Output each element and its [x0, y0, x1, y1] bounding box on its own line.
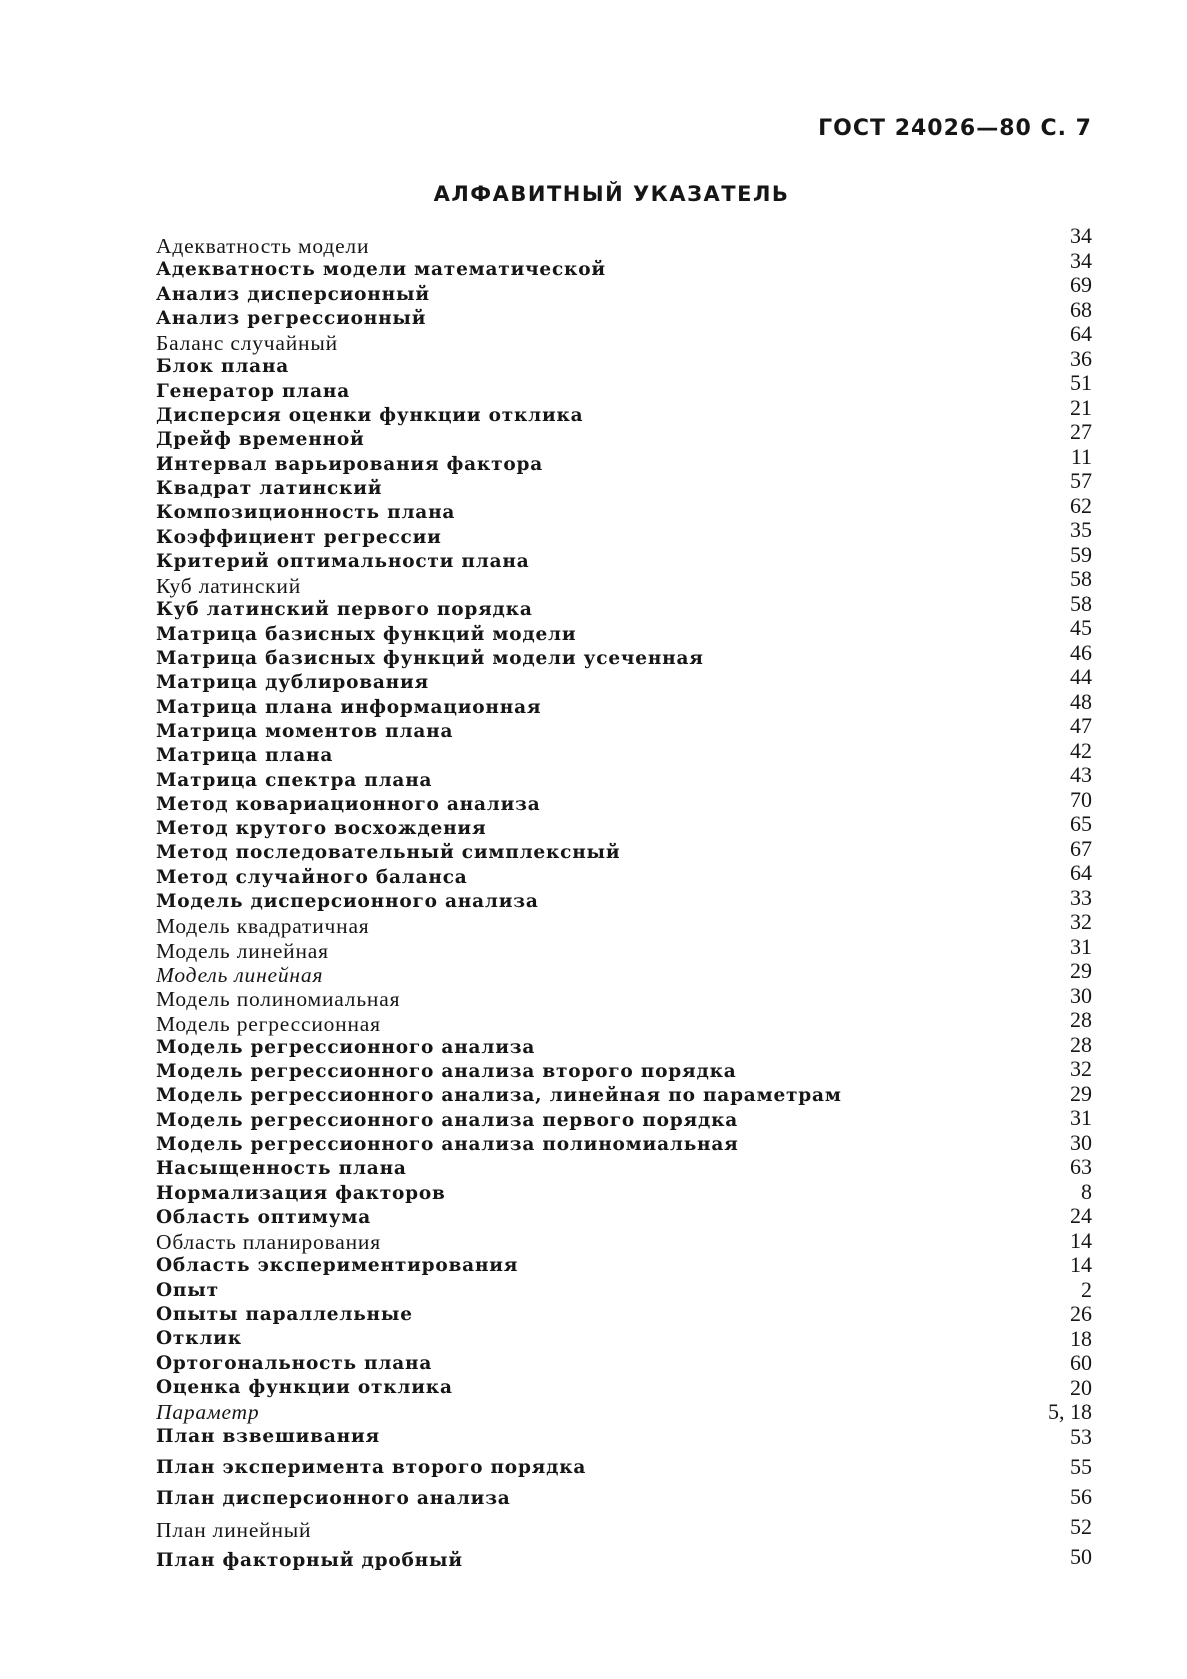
index-term: Матрица базисных функций модели усеченная [156, 648, 704, 670]
index-term: Куб латинский первого порядка [156, 599, 533, 621]
index-page-number: 58 [1070, 566, 1092, 591]
index-term: Область экспериментирования [156, 1255, 519, 1277]
index-pages-column [972, 224, 1092, 1575]
index-page-number: 31 [1070, 1105, 1092, 1130]
index-entry [156, 696, 956, 720]
index-term: Матрица базисных функций модели [156, 623, 577, 645]
index-page-number: 2 [1081, 1276, 1092, 1302]
index-page-number: 28 [1070, 1031, 1092, 1057]
index-term: Коэффициент регрессии [156, 526, 442, 548]
index-entry [156, 550, 956, 574]
index-entry [156, 1060, 956, 1084]
index-term: Матрица плана информационная [156, 696, 542, 718]
index-term: Отклик [156, 1328, 242, 1350]
index-page-number: 11 [1070, 443, 1092, 469]
index-term: Модель регрессионного анализа [156, 1036, 536, 1058]
index-page-number: 53 [1070, 1423, 1092, 1449]
index-term: Адекватность модели [156, 234, 370, 258]
index-term: Ортогональность плана [156, 1352, 433, 1374]
index-page-number: 55 [1070, 1453, 1092, 1479]
index-page-number: 27 [1070, 419, 1092, 444]
index-page-number: 50 [1070, 1543, 1092, 1569]
index-page-number: 62 [1070, 492, 1092, 518]
index-page-number: 42 [1070, 737, 1092, 763]
index-page-number: 64 [1070, 860, 1092, 885]
page-header [818, 116, 1092, 141]
index-entry [156, 1303, 956, 1327]
index-term: Анализ регрессионный [156, 307, 427, 329]
index-entry [156, 1327, 956, 1351]
index-page-number: 51 [1070, 370, 1092, 395]
index-entry [156, 428, 956, 452]
index-entry [156, 793, 956, 817]
index-term: Нормализация факторов [156, 1182, 446, 1204]
index-entry [156, 331, 956, 355]
index-entry [156, 1206, 956, 1230]
index-entry [156, 1182, 956, 1206]
index-entry [156, 1352, 956, 1376]
index-page-number: 30 [1070, 1129, 1092, 1155]
index-entry [156, 453, 956, 477]
index-page-number: 28 [1070, 1007, 1092, 1032]
index-term: Метод последовательный симплексный [156, 842, 621, 864]
index-page-number: 21 [1070, 394, 1092, 420]
index-page-number: 44 [1070, 664, 1092, 689]
index-entry [156, 1425, 956, 1456]
index-page-number: 52 [1070, 1513, 1092, 1539]
index-page-number: 14 [1070, 1252, 1092, 1277]
index-term: План эксперимента второго порядка [156, 1456, 587, 1478]
index-entry [156, 914, 956, 938]
index-entry [156, 817, 956, 841]
index-term: Матрица плана [156, 745, 334, 767]
index-entry [156, 307, 956, 331]
index-entry [156, 380, 956, 404]
index-entry [156, 1012, 956, 1036]
index-entry [156, 1109, 956, 1133]
index-page-number: 29 [1070, 958, 1092, 983]
index-page-number: 34 [1070, 223, 1092, 248]
index-term: Матрица спектра плана [156, 769, 433, 791]
index-entry [156, 574, 956, 598]
index-page-number: 43 [1070, 762, 1092, 787]
index-page-number: 31 [1070, 933, 1092, 959]
index-entry [156, 1279, 956, 1303]
index-page-number: 60 [1070, 1350, 1092, 1375]
index-term: Опыт [156, 1279, 219, 1301]
index-page-number: 18 [1070, 1325, 1092, 1351]
index-term: Дрейф временной [156, 429, 365, 451]
index-entry [156, 1084, 956, 1108]
index-title: АЛФАВИТНЫЙ УКАЗАТЕЛЬ [433, 182, 790, 206]
index-term: Модель линейная [156, 962, 324, 987]
index-term: Интервал варьирования фактора [156, 453, 544, 475]
index-entry [156, 1133, 956, 1157]
index-page-number: 63 [1070, 1154, 1092, 1179]
index-page-number: 46 [1070, 639, 1092, 665]
index-page-number: 59 [1070, 541, 1092, 567]
index-term: Модель регрессионного анализа полиномиальная [156, 1133, 739, 1155]
index-entry [156, 769, 956, 793]
index-term: Адекватность модели математической [156, 259, 606, 281]
index-page-number: 35 [1070, 517, 1092, 542]
index-entry [156, 939, 956, 963]
index-term: Модель полиномиальная [156, 987, 401, 1012]
index-entry [156, 1376, 956, 1400]
gost-code: ГОСТ 24026—80 [818, 116, 1032, 141]
index-entry [156, 720, 956, 744]
index-term: Дисперсия оценки функции отклика [156, 405, 584, 427]
index-entry [156, 501, 956, 525]
index-entry [156, 890, 956, 914]
index-term: Метод ковариационного анализа [156, 793, 541, 815]
index-entry [156, 1157, 956, 1181]
index-entry [156, 1400, 956, 1424]
index-term: Модель линейная [156, 938, 329, 963]
index-entry [156, 1456, 956, 1487]
index-page-number: 20 [1070, 1374, 1092, 1400]
index-entry [156, 477, 956, 501]
index-entry [156, 744, 956, 768]
index-term: Оценка функции отклика [156, 1376, 453, 1398]
index-page-number: 29 [1070, 1080, 1092, 1106]
index-term: Куб латинский [156, 574, 302, 599]
index-page-number: 14 [1070, 1227, 1092, 1253]
index-page-number: 36 [1070, 345, 1092, 371]
index-term: Матрица моментов плана [156, 720, 454, 742]
index-term: Модель регрессионного анализа второго порядка [156, 1061, 737, 1083]
index-term: Генератор плана [156, 380, 351, 402]
index-entry [156, 234, 956, 258]
index-page-number: 58 [1070, 590, 1092, 616]
index-page-number: 47 [1070, 713, 1092, 738]
index-term: Баланс случайный [156, 331, 338, 356]
index-page-number: 34 [1070, 247, 1092, 273]
index-page-number: 33 [1070, 884, 1092, 910]
index-entry [156, 598, 956, 622]
index-term: Критерий оптимальности плана [156, 550, 530, 572]
index-page-number: 5, 18 [1048, 1399, 1092, 1424]
index-entry [156, 1487, 956, 1518]
index-entry [156, 1549, 956, 1580]
index-page-number: 67 [1070, 835, 1092, 861]
index-page-number: 45 [1070, 615, 1092, 640]
index-page-number: 48 [1070, 688, 1092, 714]
index-page-number: 65 [1070, 811, 1092, 836]
index-term: План взвешивания [156, 1425, 380, 1447]
index-entry [156, 283, 956, 307]
index-page-number: 32 [1070, 1056, 1092, 1081]
index-page-number: 30 [1070, 982, 1092, 1008]
index-page-number: 57 [1070, 468, 1092, 493]
index-entry [156, 866, 956, 890]
index-page-number: 70 [1070, 786, 1092, 812]
index-entry [156, 1230, 956, 1254]
index-entry [156, 623, 956, 647]
index-entry [156, 526, 956, 550]
index-entry [156, 671, 956, 695]
index-term: Композиционность плана [156, 502, 456, 524]
index-entry [156, 647, 956, 671]
index-term: Модель квадратичная [156, 914, 370, 939]
index-term: Область планирования [156, 1230, 381, 1255]
index-term: Модель регрессионного анализа первого порядка [156, 1109, 739, 1131]
index-entry [156, 1254, 956, 1278]
index-term: Анализ дисперсионный [156, 283, 430, 305]
index-entry [156, 963, 956, 987]
index-page-number: 32 [1070, 909, 1092, 934]
index-term: Область оптимума [156, 1206, 372, 1228]
index-term: Модель дисперсионного анализа [156, 891, 539, 913]
index-terms-column [156, 234, 956, 1580]
index-term: Матрица дублирования [156, 672, 430, 694]
index-term: План линейный [156, 1517, 312, 1542]
index-term: Блок плана [156, 356, 290, 378]
index-term: Метод крутого восхождения [156, 818, 487, 840]
index-term: Опыты параллельные [156, 1304, 413, 1326]
index-page-number: 8 [1081, 1178, 1092, 1204]
index-page-number: 56 [1070, 1483, 1092, 1509]
index-page-number: 26 [1070, 1301, 1092, 1326]
index-page-number: 64 [1070, 321, 1092, 346]
index-term: Модель регрессионного анализа, линейная по параметрам [156, 1085, 842, 1107]
index-entry [156, 1518, 956, 1549]
index-term: Насыщенность плана [156, 1158, 407, 1180]
index-term: Параметр [156, 1400, 260, 1425]
index-page-number: 68 [1070, 296, 1092, 322]
index-term: План факторный дробный [156, 1549, 463, 1571]
index-page-number: 69 [1070, 272, 1092, 297]
index-entry [156, 1036, 956, 1060]
index-entry [156, 355, 956, 379]
index-entry [156, 404, 956, 428]
index-term: Квадрат латинский [156, 477, 383, 499]
index-entry [156, 841, 956, 865]
index-page-number: 24 [1070, 1203, 1092, 1228]
page-reference: С. 7 [1040, 116, 1092, 141]
index-term: Модель регрессионная [156, 1011, 381, 1036]
index-entry [156, 258, 956, 282]
index-term: Метод случайного баланса [156, 866, 468, 888]
index-entry [156, 987, 956, 1011]
index-term: План дисперсионного анализа [156, 1487, 511, 1509]
